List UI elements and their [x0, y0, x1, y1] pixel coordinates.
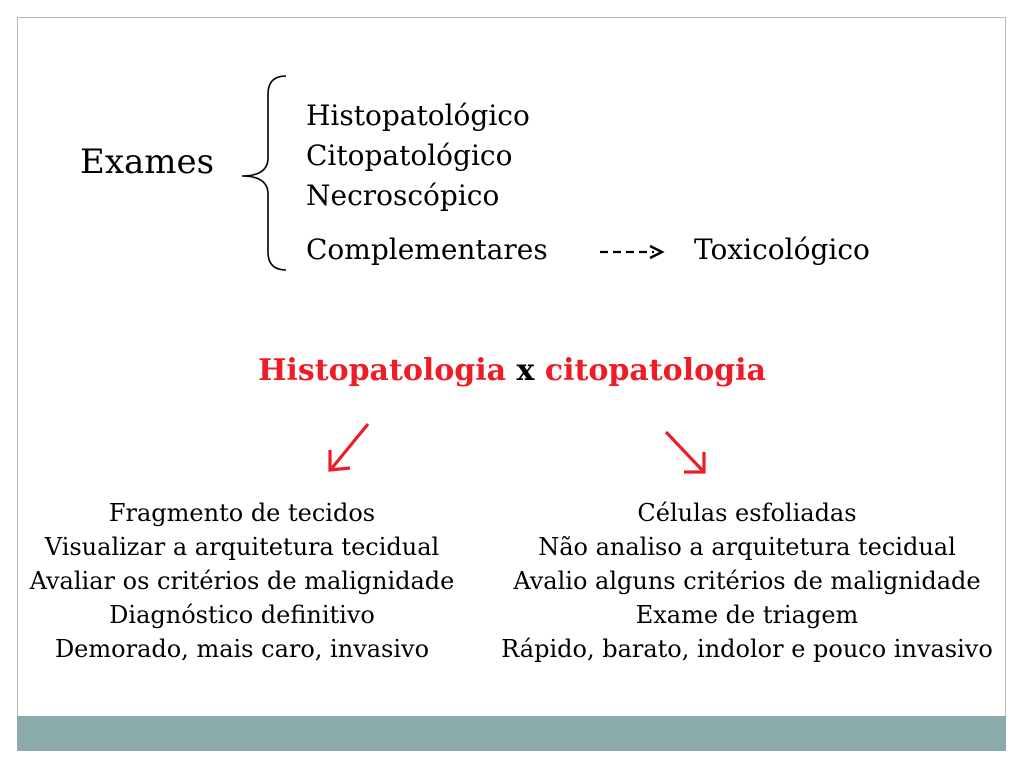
footer-bar	[17, 716, 1006, 751]
exam-type-item: Citopatológico	[306, 139, 513, 172]
exam-type-item: Necroscópico	[306, 179, 500, 212]
dashed-arrow-icon	[598, 240, 668, 264]
arrow-down-left-icon	[322, 420, 374, 476]
arrow-down-right-icon	[660, 428, 712, 478]
exam-type-item: Histopatológico	[306, 99, 530, 132]
list-item: Rápido, barato, indolor e pouco invasivo	[501, 635, 993, 663]
exames-label: Exames	[80, 142, 215, 182]
list-item: Demorado, mais caro, invasivo	[54, 635, 430, 663]
list-item: Não analiso a arquitetura tecidual	[538, 533, 956, 561]
list-item: Visualizar a arquitetura tecidual	[44, 533, 440, 561]
list-item: Células esfoliadas	[637, 499, 857, 527]
exam-type-list	[306, 96, 530, 216]
citopatologia-heading: citopatologia	[544, 353, 766, 388]
citopatologia-characteristics	[492, 496, 1002, 666]
curly-brace-icon	[240, 72, 290, 274]
list-item: Exame de triagem	[635, 601, 859, 629]
histopatologia-characteristics	[17, 496, 467, 666]
list-item: Avalio alguns critérios de malignidade	[513, 567, 981, 595]
complementares-label: Complementares	[306, 233, 548, 266]
comparison-title	[0, 352, 1024, 390]
toxicologico-label: Toxicológico	[694, 233, 870, 266]
versus-separator: x	[516, 353, 535, 388]
list-item: Diagnóstico definitivo	[109, 601, 375, 629]
list-item: Fragmento de tecidos	[108, 499, 376, 527]
histopatologia-heading: Histopatologia	[258, 353, 507, 388]
list-item: Avaliar os critérios de malignidade	[29, 567, 455, 595]
